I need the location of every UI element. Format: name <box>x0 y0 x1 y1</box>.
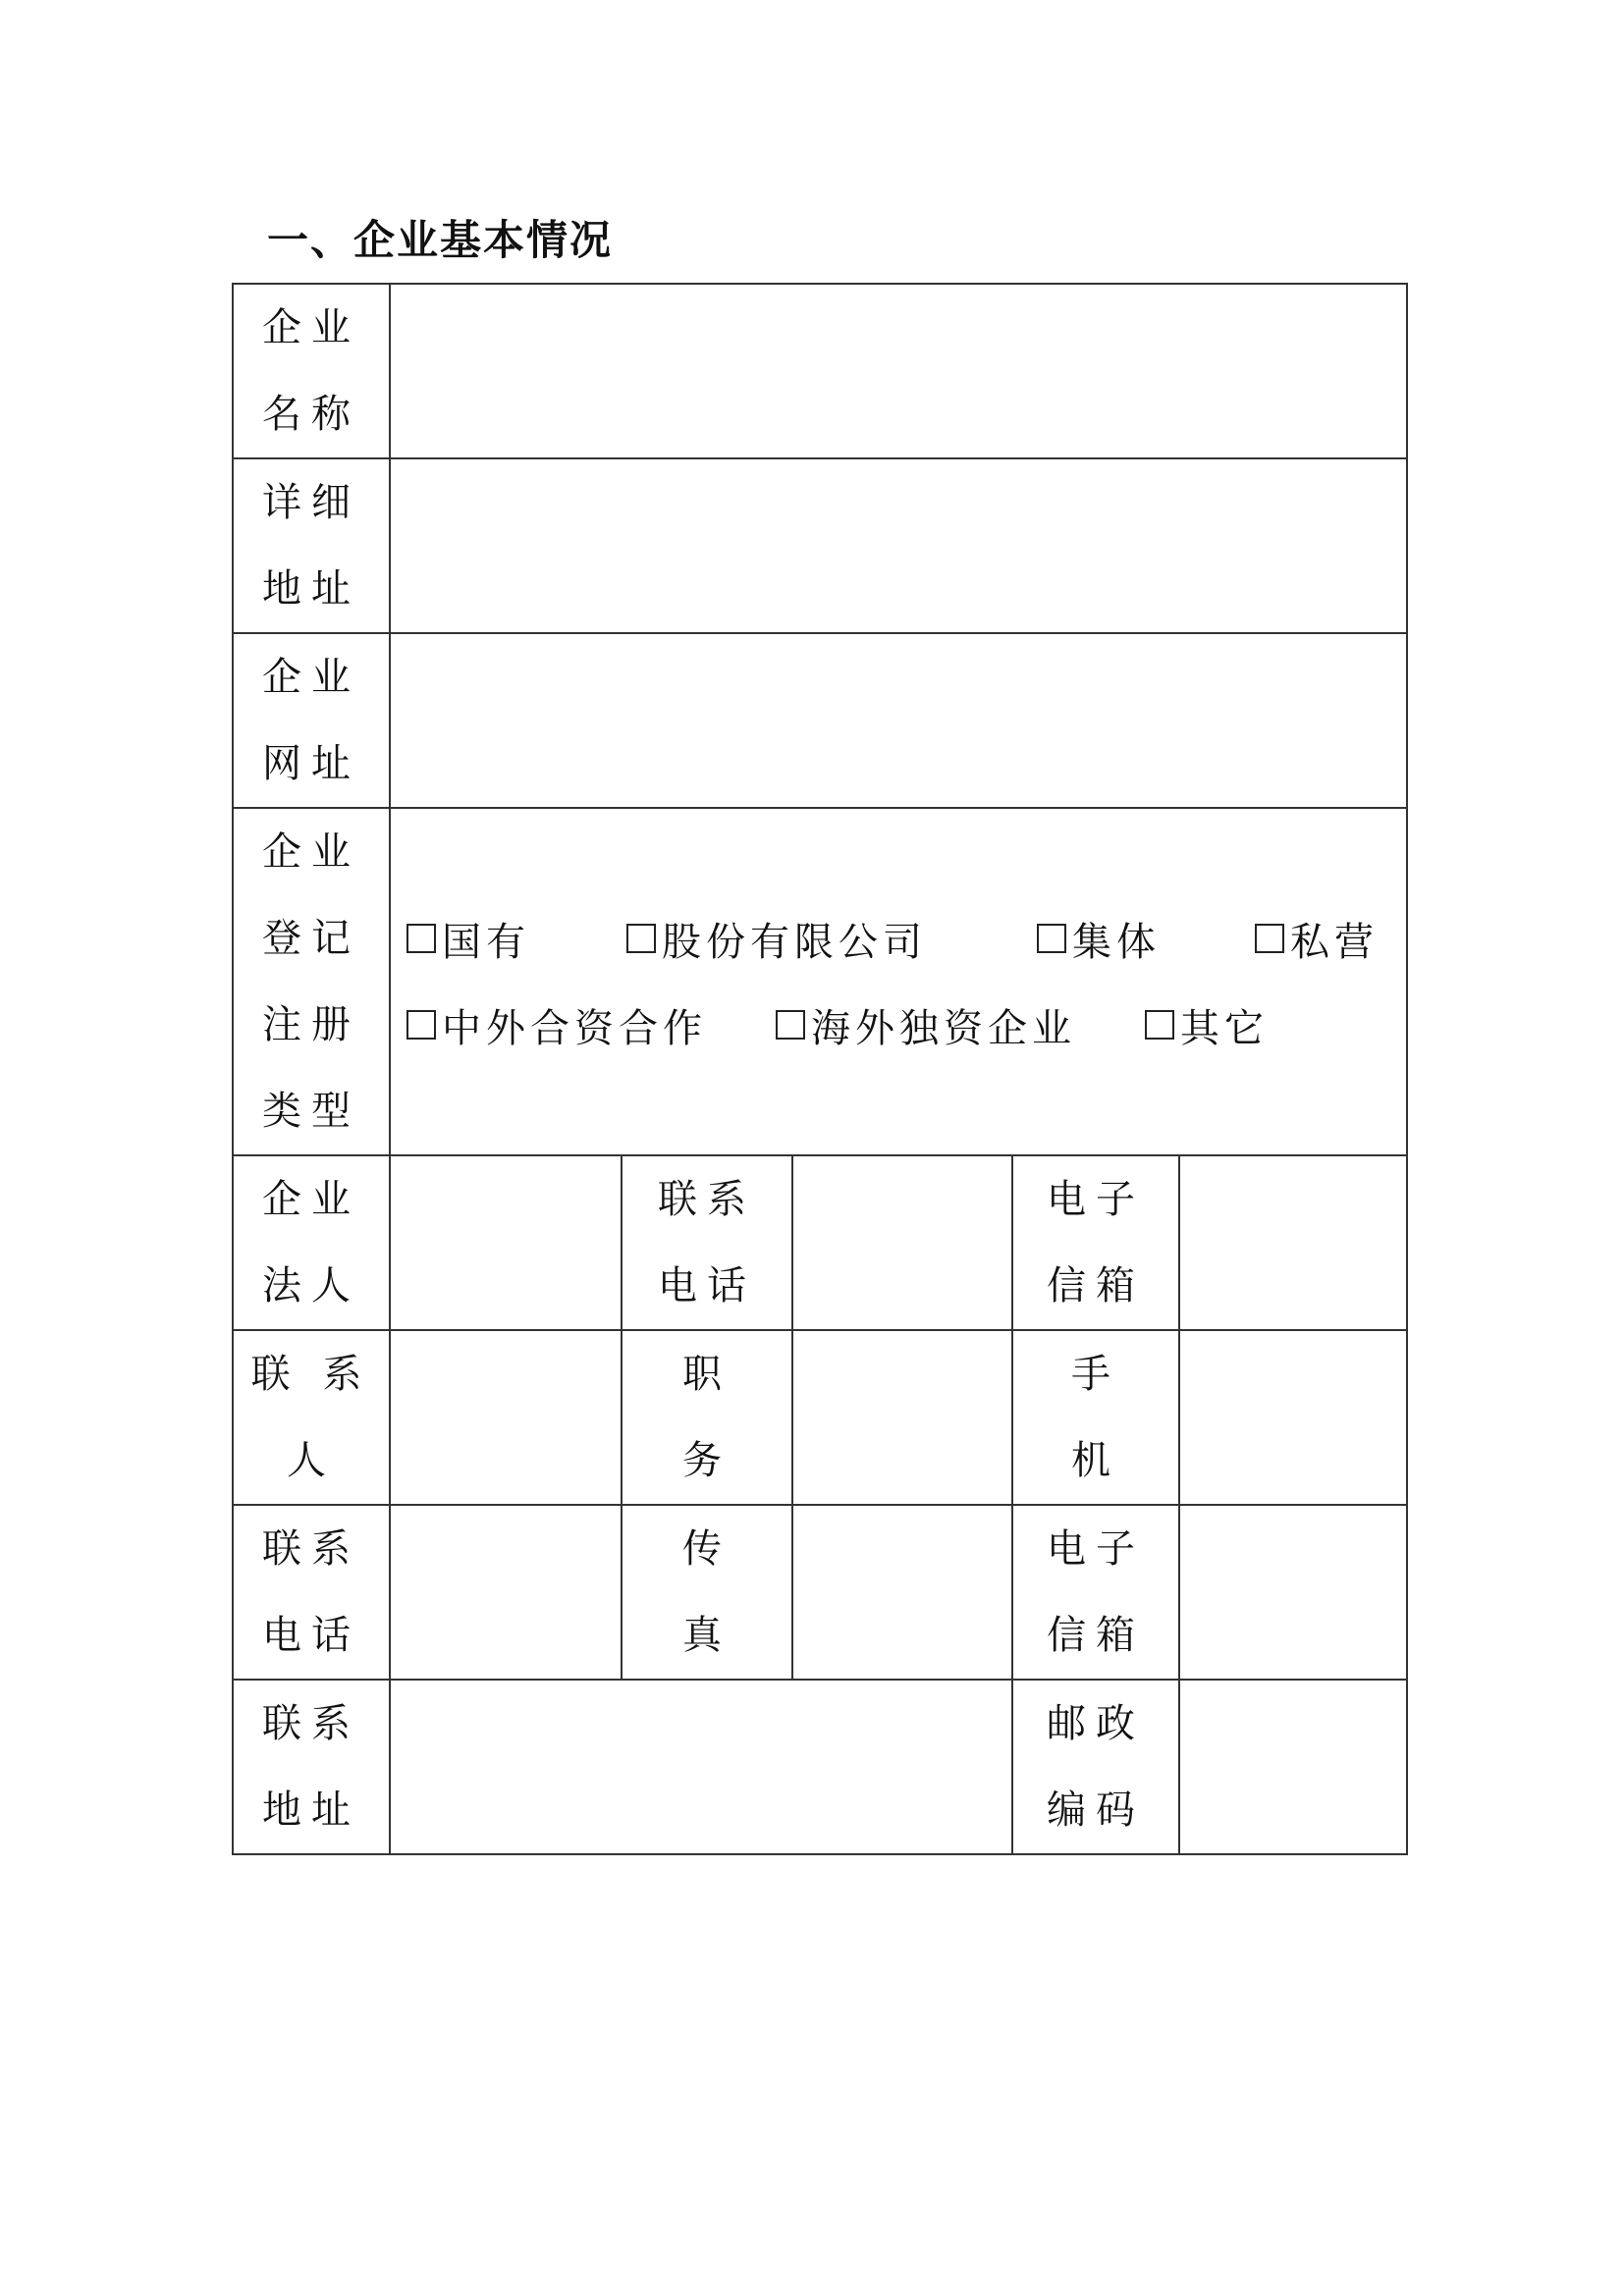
row-address <box>233 458 1407 633</box>
postal-code-field[interactable] <box>1179 1680 1407 1854</box>
options-line-2 <box>406 982 1406 1068</box>
checkbox-icon[interactable] <box>776 1010 805 1040</box>
contact-email-field[interactable] <box>1179 1505 1407 1680</box>
contact-address-label: 联系 地址 <box>233 1680 390 1854</box>
mobile-field[interactable] <box>1179 1330 1407 1505</box>
position-label: 职 务 <box>622 1330 792 1505</box>
section-title: 一、企业基本情况 <box>267 216 614 264</box>
fax-label: 传 真 <box>622 1505 792 1680</box>
company-info-table <box>232 283 1408 1855</box>
website-field[interactable] <box>390 633 1407 808</box>
row-website <box>233 633 1407 808</box>
row-legal-person <box>233 1155 1407 1330</box>
registration-type-label: 企业 登记 注册 类型 <box>233 808 390 1155</box>
checkbox-icon[interactable] <box>406 924 436 953</box>
contact-person-label: 联 系 人 <box>233 1330 390 1505</box>
options-line-1 <box>406 895 1406 982</box>
legal-email-label: 电子 信箱 <box>1012 1155 1179 1330</box>
checkbox-icon[interactable] <box>1255 924 1284 953</box>
option-wholly-foreign[interactable]: 海外独资企业 <box>776 997 1145 1053</box>
contact-address-field[interactable] <box>390 1680 1012 1854</box>
company-name-label: 企业 名称 <box>233 284 390 458</box>
contact-phone-field[interactable] <box>390 1505 622 1680</box>
legal-phone-label: 联系 电话 <box>622 1155 792 1330</box>
checkbox-icon[interactable] <box>626 924 656 953</box>
option-private[interactable]: 私营 <box>1255 911 1379 967</box>
option-collective[interactable]: 集体 <box>1037 911 1255 967</box>
legal-person-label: 企业 法人 <box>233 1155 390 1330</box>
address-field[interactable] <box>390 458 1407 633</box>
address-label: 详细 地址 <box>233 458 390 633</box>
checkbox-icon[interactable] <box>406 1010 436 1040</box>
position-field[interactable] <box>792 1330 1012 1505</box>
option-other[interactable]: 其它 <box>1145 997 1269 1053</box>
checkbox-icon[interactable] <box>1145 1010 1174 1040</box>
checkbox-icon[interactable] <box>1037 924 1066 953</box>
mobile-label: 手 机 <box>1012 1330 1179 1505</box>
row-contact-address <box>233 1680 1407 1854</box>
postal-code-label: 邮政 编码 <box>1012 1680 1179 1854</box>
option-sino-foreign[interactable]: 中外合资合作 <box>406 997 776 1053</box>
option-state-owned[interactable]: 国有 <box>406 911 626 967</box>
contact-email-label: 电子 信箱 <box>1012 1505 1179 1680</box>
legal-person-field[interactable] <box>390 1155 622 1330</box>
option-joint-stock[interactable]: 股份有限公司 <box>626 911 1037 967</box>
company-name-field[interactable] <box>390 284 1407 458</box>
contact-person-field[interactable] <box>390 1330 622 1505</box>
website-label: 企业 网址 <box>233 633 390 808</box>
legal-phone-field[interactable] <box>792 1155 1012 1330</box>
row-registration-type <box>233 808 1407 1155</box>
registration-type-options <box>390 808 1407 1155</box>
fax-field[interactable] <box>792 1505 1012 1680</box>
row-company-name <box>233 284 1407 458</box>
contact-phone-label: 联系 电话 <box>233 1505 390 1680</box>
row-contact-phone <box>233 1505 1407 1680</box>
row-contact-person <box>233 1330 1407 1505</box>
legal-email-field[interactable] <box>1179 1155 1407 1330</box>
